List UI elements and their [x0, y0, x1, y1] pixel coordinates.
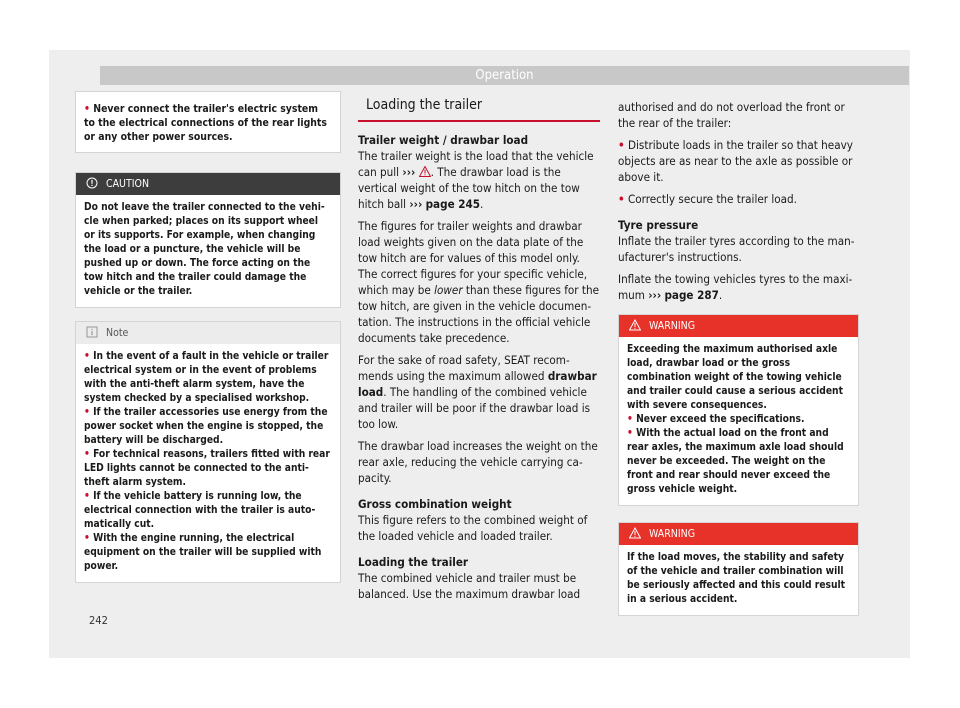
caution-text: Do not leave the trailer connected to the vehicle when parked; places on its support wheel or its supports. For example, when changing the load or a puncture, the vehicle will be pushed up or down. The force acting on the tow hitch and the trailer could damage the vehicle or the trailer. — [84, 202, 325, 297]
paragraph-loading-trailer: The combined vehicle and trailer must be balanced. Use the maximum drawbar load — [358, 571, 581, 601]
caution-title: CAUTION — [106, 178, 150, 190]
page-ref-link[interactable]: page 245 — [425, 197, 481, 211]
note-title: Note — [106, 327, 129, 339]
warning-box — [618, 314, 859, 506]
note-body — [76, 344, 340, 582]
caution-box — [75, 172, 341, 308]
manual-page — [49, 50, 910, 658]
right-column — [618, 91, 859, 616]
page-header: Operation — [100, 66, 909, 85]
heading-gross-weight: Gross combination weight — [358, 497, 512, 511]
warning-text: Exceeding the maximum authorised axle load, drawbar load or the gross combination weight of the towing vehicle and trailer could cause a serious accident with severe consequences. — [627, 344, 843, 411]
note-item: • If the trailer accessories use energy from the power socket when the engine is stopped, the battery will be discharged. — [84, 407, 328, 446]
note-item: • With the engine running, the electrical equipment on the trailer will be supplied with power. — [84, 533, 322, 572]
warning-body — [619, 337, 858, 505]
paragraph-road-safety: For the sake of road safety, SEAT recommends using the maximum allowed drawbar load. The handling of the combined vehicle and trailer will be poor if the drawbar load is too low. — [358, 353, 597, 431]
warning-item: • With the actual load on the front and rear axles, the maximum axle load should never be exceeded. The weight on the front and rear should never exceed the gross vehicle weight. — [627, 428, 844, 495]
page-ref-link[interactable]: page 287 — [664, 288, 719, 302]
paragraph-trailer-weight: The trailer weight is the load that the vehicle can pull ››› . The drawbar load is the vertical weight of the tow hitch on the tow hitch ball ››› page 245. — [358, 149, 594, 211]
top-bullet-text: Never connect the trailer's electric system to the electrical connections of the rear lights or any other power sources. — [84, 103, 327, 143]
paragraph-towing-tyres: Inflate the towing vehicles tyres to the maximum ››› page 287. — [618, 272, 853, 302]
warning-header — [619, 315, 858, 337]
heading-tyre-pressure: Tyre pressure — [618, 218, 699, 232]
list-item: • Distribute loads in the trailer so that heavy objects are as near to the axle as possible or above it. — [618, 138, 853, 184]
paragraph-authorised: authorised and do not overload the front or the rear of the trailer: — [618, 100, 845, 130]
warning-triangle-icon — [629, 319, 641, 331]
note-item: • In the event of a fault in the vehicle or trailer electrical system or in the event of problems with the anti-theft alarm system, have the system checked by a specialised workshop. — [84, 351, 329, 404]
warning-continuation-box — [75, 91, 341, 153]
heading-loading-trailer: Loading the trailer — [358, 555, 469, 569]
bullet-glyph: • — [84, 103, 90, 115]
paragraph-figures: The figures for trailer weights and drawbar load weights given on the data plate of the tow hitch are for values of this model only. The correct figures for your specific vehicle, which may be lower than these figures for the tow hitch, are given in the vehicle documentation. The instructions in the official vehicle documents take precedence. — [358, 219, 599, 345]
note-header — [76, 322, 340, 344]
warning-title: WARNING — [649, 528, 696, 540]
paragraph-gross-weight: This figure refers to the combined weight of the loaded vehicle and loaded trailer. — [358, 513, 588, 543]
warning-text: If the load moves, the stability and safety of the vehicle and trailer combination will be seriously affected and this could result in a serious accident. — [627, 552, 846, 605]
warning-header — [619, 523, 858, 545]
left-column — [75, 91, 341, 583]
note-item: • For technical reasons, trailers fitted with rear LED lights cannot be connected to the anti-theft alarm system. — [84, 449, 330, 488]
note-item: • If the vehicle battery is running low, the electrical connection with the trailer is automatically cut. — [84, 491, 316, 530]
page-number: 242 — [89, 614, 108, 627]
warning-title: WARNING — [649, 320, 696, 332]
list-item: • Correctly secure the trailer load. — [618, 192, 797, 206]
heading-trailer-weight: Trailer weight / drawbar load — [358, 133, 529, 147]
section-title: Loading the trailer — [358, 91, 600, 122]
caution-header — [76, 173, 340, 195]
paragraph-drawbar-increase: The drawbar load increases the weight on the rear axle, reducing the vehicle carrying capacity. — [358, 439, 598, 485]
warning-triangle-icon — [629, 527, 641, 539]
warning-box — [618, 522, 859, 616]
paragraph-trailer-tyres: Inflate the trailer tyres according to the manufacturer's instructions. — [618, 234, 855, 264]
caution-icon — [86, 177, 98, 189]
warning-item: • Never exceed the specifications. — [627, 414, 805, 425]
middle-column — [358, 91, 600, 602]
warning-triangle-icon — [419, 166, 431, 177]
note-box — [75, 321, 341, 583]
info-icon — [86, 326, 98, 338]
